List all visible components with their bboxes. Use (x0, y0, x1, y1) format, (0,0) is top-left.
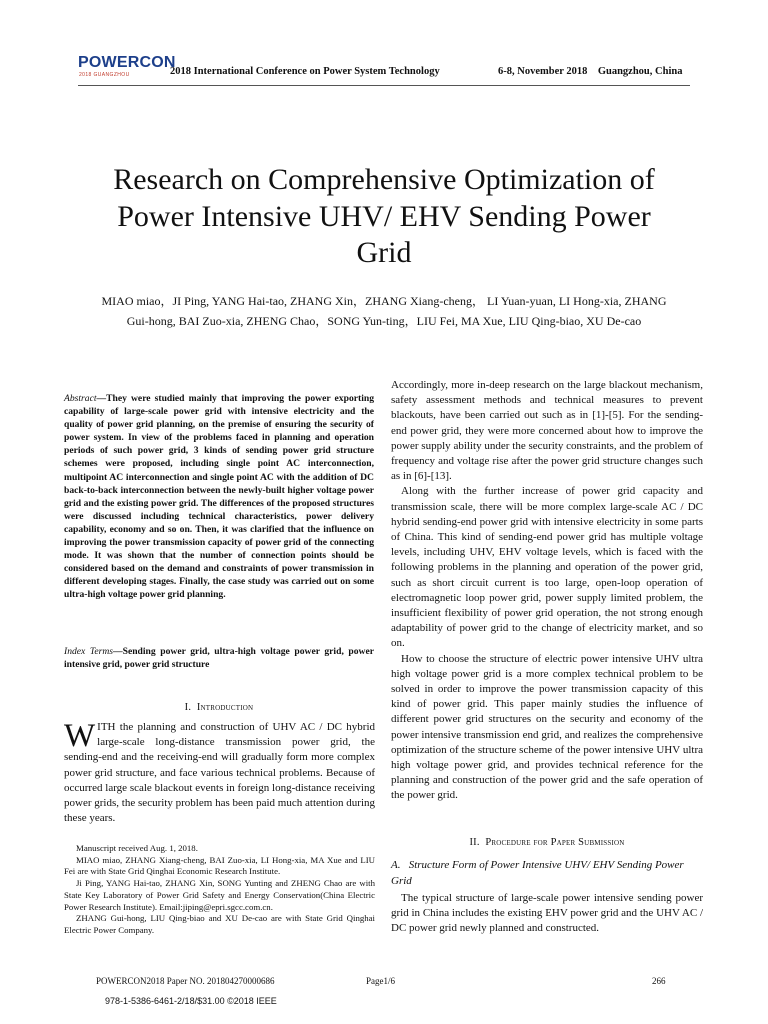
right-column-body (391, 378, 703, 804)
introduction-text: ITH the planning and construction of UHV AC / DC hybrid large-scale long-distance transmission power grid, the sending-end and the receiving-end will gradually form more complex power grid structure, and face various technical problems. Because of occurred large scale blackout events in foreign long-distance receiving power grids, the security problem has been paid much attention during these years. (64, 721, 375, 825)
body-paragraph: Accordingly, more in-deep research on the large blackout mechanism, safety assessment methods and technical measures to prevent blackouts, have been carried out such as in [1]-[5]. For the sending-end power grid, they were more concerned about how to improve the power supply ability under the security constraints, and the problem of frequency and voltage rise after the power grid structure changes such as in [6]-[13]. (391, 379, 703, 483)
index-terms-text: —Sending power grid, ultra-high voltage power grid, power intensive grid, power grid structure (64, 646, 375, 671)
footer-page-indicator: Page1/6 (366, 976, 395, 986)
author-list: MIAO miao，JI Ping, YANG Hai-tao, ZHANG Xin，ZHANG Xiang-cheng， LI Yuan-yuan, LI Hong-xia, ZHANG Gui-hong, BAI Zuo-xia, ZHENG Chao，SONG Yun-ting，LIU Fei, MA Xue, LIU Qing-biao, XU De-cao (101, 294, 667, 328)
footnote-line: Manuscript received Aug. 1, 2018. (76, 843, 198, 853)
subsection-heading: A. Structure Form of Power Intensive UHV/ EHV Sending Power Grid (391, 859, 687, 887)
footnote-line: ZHANG Gui-hong, LIU Qing-biao and XU De-cao are with State Grid Qinghai Electric Power Company. (64, 913, 375, 935)
footer-page-number: 266 (652, 976, 666, 986)
conference-name: 2018 International Conference on Power System Technology (170, 66, 440, 77)
footnote-line: Ji Ping, YANG Hai-tao, ZHANG Xin, SONG Yunting and ZHENG Chao are with State Key Laboratory of Power Grid Safety and Energy Conservation(China Electric Power Research Institute). Email:jiping@epri.sgcc.com.cn. (64, 878, 375, 912)
abstract-text: —They were studied mainly that improving the power exporting capability of large-scale power grid with intensive electricity and the quality of power grid planning, on the premise of ensuring the security of power system. In view of the problems faced in planning and operation periods of such power grid, 3 kinds of sending power grid structure schemes were proposed, including single point AC interconnection, multipoint AC interconnection and single point AC with the addition of DC back-to-back interconnection between the newly-built higher voltage power grid and the existing power grid. The differences of the proposed structures were discussed including technical characteristics, power delivery capability, economy and so on. Then, it was clarified that the influence on improving the power transmission capacity of power grid of the connecting mode. It was shown that the number of connection points should be considered based on the demand and constraints of power transmission in different developing stages. Finally, the case study was carried out on some ultra-high voltage power grid planning. (64, 393, 374, 601)
abstract (64, 392, 374, 602)
body-paragraph: Along with the further increase of power grid capacity and transmission scale, there will be more complex large-scale AC / DC hybrid sending-end power grid with intensive electricity in some parts of China. This kind of sending-end power grid has multiple voltage levels, including UHV, EHV voltage levels, which is faced with the following problems in the planning and operation of the power grid, such as short circuit current is too large, open-loop operation of electromagnetic loop power grid, power supply limited problem, the insufficient flexibility of power grid operation, the not strong enough adaptability of power grid to the change of electricity market, and so on. (391, 485, 703, 650)
section-number: I. (184, 702, 192, 713)
index-terms-label: Index Terms (64, 646, 114, 657)
section-title: Introduction (196, 702, 254, 713)
header-rule (78, 85, 690, 86)
section-title: Procedure for Paper Submission (485, 837, 625, 848)
logo-subtext: 2018 GUANGZHOU (79, 72, 130, 78)
section-number: II. (469, 837, 480, 848)
section-heading-introduction (64, 702, 374, 713)
conference-date-place: 6-8, November 2018 Guangzhou, China (498, 66, 683, 77)
footnote (64, 843, 375, 937)
abstract-label: Abstract (64, 393, 97, 404)
footer-paper-number: POWERCON2018 Paper NO. 201804270000686 (96, 976, 275, 986)
introduction-paragraph (64, 720, 375, 826)
footnote-line: MIAO miao, ZHANG Xiang-cheng, BAI Zuo-xia, LI Hong-xia, MA Xue and LIU Fei are with State Grid Qinghai Economic Research Institute. (64, 854, 375, 877)
index-terms (64, 645, 374, 671)
section-heading-procedure (391, 837, 703, 848)
conference-logo (78, 54, 176, 80)
paper-title: Research on Comprehensive Optimization of Power Intensive UHV/ EHV Sending Power Grid (113, 163, 655, 269)
logo-text: POWERCON (78, 54, 176, 71)
body-paragraph: How to choose the structure of electric power intensive UHV ultra high voltage power grid is a more complex technical problem to be solved in order to improve the power transmission capacity of this kind of power grid. This paper mainly studies the influence of different power grid structures on the security and economy of the power intensive transmission end grid, and realizes the comprehensive optimization of the structure scheme of the power intensive UHV ultra high voltage power grid, and provides technical reference for the planning and construction of the power grid and the safe operation of the power grid. (391, 652, 703, 802)
subsection-paragraph: The typical structure of large-scale power intensive sending power grid in China includes the existing EHV power grid and the UHV AC / DC power grid newly planned and constructed. (391, 892, 703, 935)
footer-isbn: 978-1-5386-6461-2/18/$31.00 ©2018 IEEE (105, 996, 277, 1006)
drop-cap: W (64, 718, 96, 754)
